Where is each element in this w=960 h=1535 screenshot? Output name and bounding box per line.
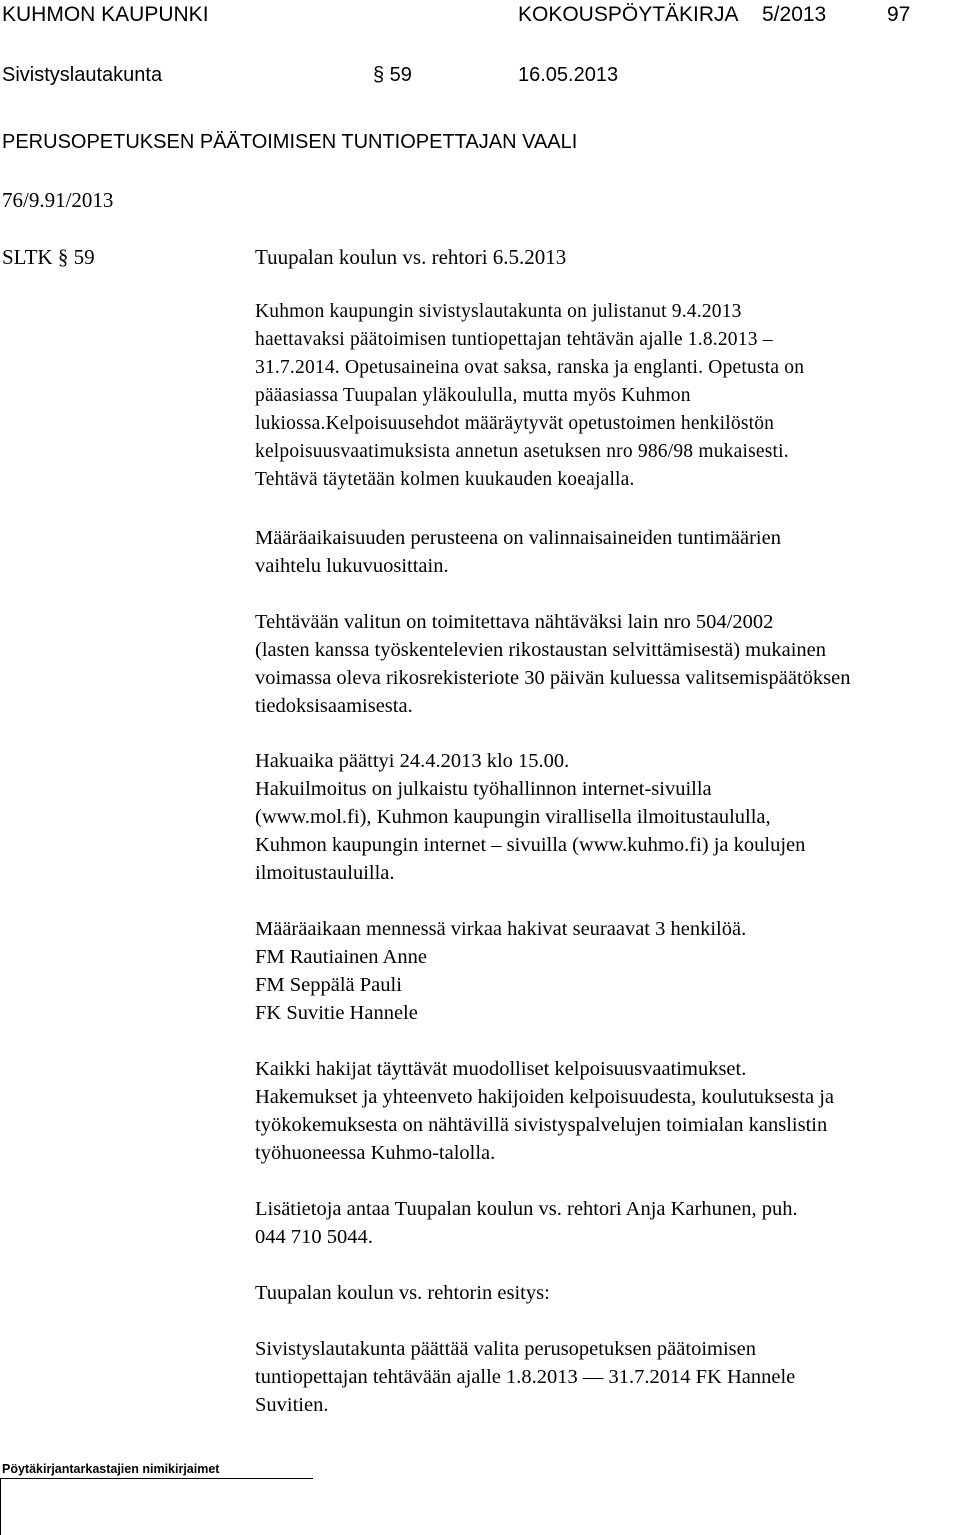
text-line: työkokemuksesta on nähtävillä sivistyspalvelujen toimialan kanslistin [255,1114,828,1136]
text-line: työhuoneessa Kuhmo-talolla. [255,1142,496,1164]
text-line: Määräaikaan mennessä virkaa hakivat seuraavat 3 henkilöä. [255,918,747,940]
applicant-name: FM Seppälä Pauli [255,974,402,996]
text-line: haettavaksi päätoimisen tuntiopettajan tehtävän ajalle 1.8.2013 – [255,329,773,350]
text-line: tiedoksisaamisesta. [255,695,413,717]
municipality-name: KUHMON KAUPUNKI [2,3,209,26]
file-reference: 76/9.91/2013 [2,188,114,212]
text-line: Tehtävään valitun on toimitettava nähtäväksi lain nro 504/2002 [255,611,774,633]
paragraph-announcement [255,298,955,494]
text-line: Tehtävä täytetään kolmen kuukauden koeajalla. [255,469,635,490]
text-line: ilmoitustauluilla. [255,862,395,884]
text-line: Määräaikaisuuden perusteena on valinnaisaineiden tuntimäärien [255,527,781,549]
page-number: 97 [887,3,911,26]
item-label: SLTK § 59 [2,245,95,269]
text-line: Lisätietoja antaa Tuupalan koulun vs. rehtori Anja Karhunen, puh. [255,1198,798,1220]
board-name: Sivistyslautakunta [2,64,163,86]
paragraph-decision-proposal [255,1335,955,1419]
text-line: Hakuilmoitus on julkaistu työhallinnon internet-sivuilla [255,778,712,800]
text-line: Suvitien. [255,1394,329,1416]
text-line: (www.mol.fi), Kuhmon kaupungin virallisella ilmoitustaululla, [255,806,771,828]
paragraph-applicants [255,915,955,1027]
text-line: Hakuaika päättyi 24.4.2013 klo 15.00. [255,750,570,772]
text-line: (lasten kanssa työskentelevien rikostaustan selvittämisestä) mukainen [255,639,827,661]
paragraph-qualifications [255,1055,955,1167]
text-line: 044 710 5044. [255,1226,373,1248]
text-line: vaihtelu lukuvuosittain. [255,555,449,577]
meeting-date: 16.05.2013 [518,64,619,86]
paragraph-contact [255,1195,955,1251]
paragraph-proposal-heading [255,1279,955,1307]
text-line: tuntiopettajan tehtävään ajalle 1.8.2013 — 31.7.2014 FK Hannele [255,1366,796,1388]
text-line: Kuhmon kaupungin internet – sivuilla (www.kuhmo.fi) ja koulujen [255,834,806,856]
applicant-name: FM Rautiainen Anne [255,946,427,968]
text-line: Tuupalan koulun vs. rehtorin esitys: [255,1282,550,1304]
paragraph-fixed-term-reason [255,524,955,580]
footer-initials-box-edge [0,1478,1,1535]
text-line: Kaikki hakijat täyttävät muodolliset kelpoisuusvaatimukset. [255,1058,747,1080]
text-line: pääasiassa Tuupalan yläkoululla, mutta myös Kuhmon [255,385,691,406]
text-line: lukiossa.Kelpoisuusehdot määräytyvät opetustoimen henkilöstön [255,413,775,434]
item-preparer: Tuupalan koulun vs. rehtori 6.5.2013 [255,245,567,269]
text-line: 31.7.2014. Opetusaineina ovat saksa, ranska ja englanti. Opetusta on [255,357,805,378]
text-line: Sivistyslautakunta päättää valita perusopetuksen päätoimisen [255,1338,756,1360]
page-title: PERUSOPETUKSEN PÄÄTOIMISEN TUNTIOPETTAJAN VAALI [2,131,578,153]
text-line: voimassa oleva rikosrekisteriote 30 päivän kuluessa valitsemispäätöksen [255,667,851,689]
text-line: kelpoisuusvaatimuksista annetun asetuksen nro 986/98 mukaisesti. [255,441,789,462]
text-line: Hakemukset ja yhteenveto hakijoiden kelpoisuudesta, koulutuksesta ja [255,1086,834,1108]
applicant-name: FK Suvitie Hannele [255,1002,418,1024]
text-line: Kuhmon kaupungin sivistyslautakunta on julistanut 9.4.2013 [255,301,742,322]
paragraph-application-period [255,747,955,887]
section-mark: § 59 [373,64,412,86]
document-number: 5/2013 [762,3,827,26]
paragraph-criminal-record [255,608,955,720]
footer-initials-label: Pöytäkirjantarkastajien nimikirjaimet [2,1462,220,1476]
footer-divider [0,1478,313,1479]
document-type: KOKOUSPÖYTÄKIRJA [518,3,739,26]
